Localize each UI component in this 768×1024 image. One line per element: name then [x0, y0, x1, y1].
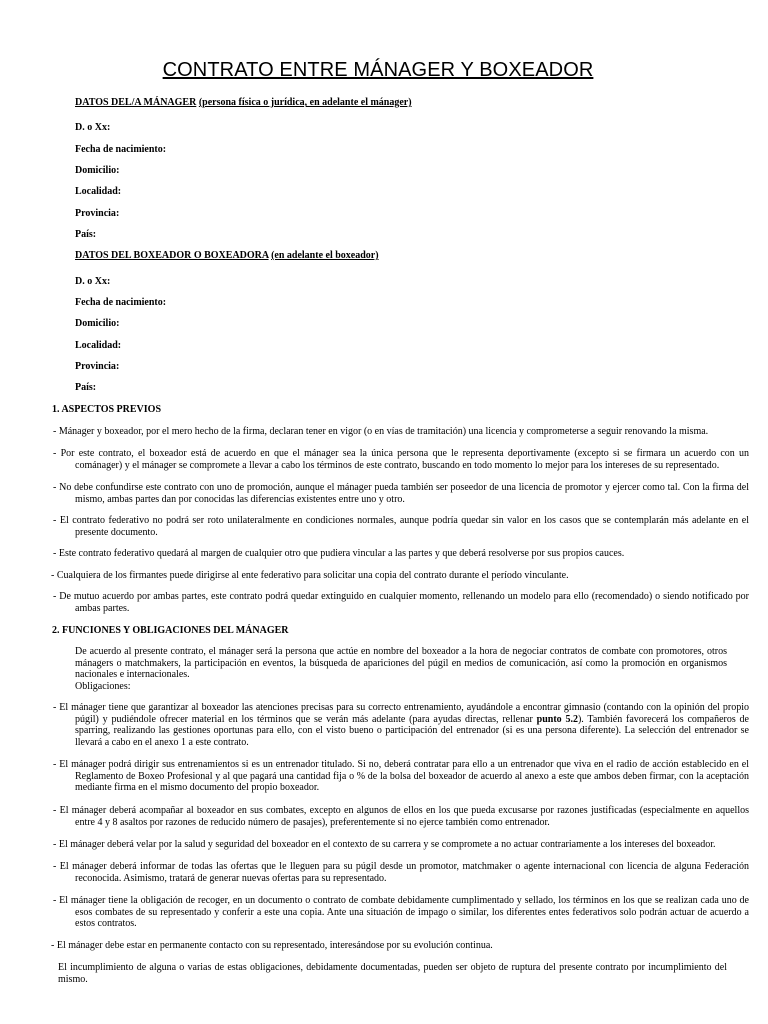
manager-field-province: Provincia: [75, 208, 120, 219]
boxer-field-province: Provincia: [75, 361, 120, 372]
section-1-item-2: - Por este contrato, el boxeador está de acuerdo en que el mánager sea la única persona que le representa deportivamente (excepto si se firmara un acuerdo con un cománager) y el mánager se compromete a llevar a cabo los términos de este contrato, buscando en todo momento lo mejor para los intereses de su representado. [53, 448, 749, 471]
document-title: CONTRATO ENTRE MÁNAGER Y BOXEADOR [162, 59, 594, 81]
section-2-item-4: - El mánager deberá velar por la salud y seguridad del boxeador en el contexto de su carrera y se compromete a no actuar contrariamente a los intereses del boxeador. [53, 839, 716, 850]
section-1-item-6: - Cualquiera de los firmantes puede dirigirse al ente federativo para solicitar una copia del contrato durante el período vinculante. [51, 570, 569, 581]
section-2-intro: De acuerdo al presente contrato, el mánager será la persona que actúe en nombre del boxeador a la hora de negociar contratos de combate con promotores, otros mánagers o matchmakers, la participación en eventos, la búsqueda de apariciones del púgil en medios de comunicación, así como la promoción en organismos nacionales e internacionales. [75, 646, 727, 681]
manager-header-paren: (persona física o jurídica, en adelante el mánager) [198, 97, 412, 108]
section-2-item-7: - El mánager debe estar en permanente contacto con su representado, interesándose por su evolución continua. [51, 940, 493, 951]
boxer-field-name: D. o Xx: [75, 276, 111, 287]
manager-field-locality: Localidad: [75, 186, 122, 197]
section-2-closing: El incumplimiento de alguna o varias de estas obligaciones, debidamente documentadas, pueden ser objeto de ruptura del presente contrato por incumplimiento del mismo. [58, 962, 727, 985]
boxer-header-main: DATOS DEL BOXEADOR O BOXEADORA [75, 250, 269, 261]
manager-data-header [75, 97, 412, 109]
section-2-item-5: - El mánager deberá informar de todas las ofertas que le lleguen para su púgil desde un promotor, matchmaker o agente internacional con licencia de alguna Federación reconocida. Asimismo, tratará de generar nuevas ofertas para su representado. [53, 861, 749, 884]
boxer-field-country: País: [75, 382, 97, 393]
section-1-item-3: - No debe confundirse este contrato con uno de promoción, aunque el mánager pueda también ser poseedor de una licencia de promotor y ejercer como tal. Con la firma del mismo, ambas partes dan por conocidas las diferencias existentes entre uno y otro. [53, 482, 749, 505]
manager-field-birthdate: Fecha de nacimiento: [75, 144, 167, 155]
section-2-item-3: - El mánager deberá acompañar al boxeador en sus combates, excepto en algunos de ellos en los que pueda excusarse por razones justificadas (especialmente en aquellos entre 4 y 8 asaltos por razones de reducido número de pasajes), preferentemente si no ejerce también como entrenador. [53, 805, 749, 828]
boxer-data-header [75, 250, 379, 262]
obligations-label: Obligaciones: [75, 681, 131, 692]
manager-header-main: DATOS DEL/A MÁNAGER [75, 97, 197, 108]
section-1-item-5: - Este contrato federativo quedará al margen de cualquier otro que pudiera vincular a las partes y que deberá resolverse por sus propios cauces. [53, 548, 625, 559]
boxer-header-paren: (en adelante el boxeador) [271, 250, 379, 261]
section-1-item-1: - Mánager y boxeador, por el mero hecho de la firma, declaran tener en vigor (o en vías de tramitación) una licencia y comprometerse a seguir renovando la misma. [53, 426, 709, 437]
section-2-item-1: - El mánager tiene que garantizar al boxeador las atenciones precisas para su correcto entrenamiento, ayudándole a encontrar gimnasio (contando con la opinión del propio púgil) y pudiéndole ofrecer material en los términos que se verán más adelante (para ayudas directas, rellenar punto 5.2). También favorecerá los compañeros de sparring, realizando las gestiones oportunas para ello, con el visto bueno o participación del entrenador (si es una persona diferente). La selección del entrenador se llevará a cabo en el anexo 1 a este contrato. [53, 702, 749, 748]
section-2-heading: 2. FUNCIONES Y OBLIGACIONES DEL MÁNAGER [52, 625, 289, 636]
boxer-field-locality: Localidad: [75, 340, 122, 351]
section-2-item-6: - El mánager tiene la obligación de recoger, en un documento o contrato de combate debidamente cumplimentado y sellado, los términos en los que se realizan cada uno de esos combates de su representado y conferir a este una copia. Ante una situación de impago o similar, los diferentes entes federativos solo podrán actuar de acuerdo a estos contratos. [53, 895, 749, 930]
manager-field-name: D. o Xx: [75, 122, 111, 133]
boxer-field-birthdate: Fecha de nacimiento: [75, 297, 167, 308]
section-1-heading: 1. ASPECTOS PREVIOS [52, 404, 162, 415]
section-1-item-4: - El contrato federativo no podrá ser roto unilateralmente en condiciones normales, aunque podría quedar sin valor en los casos que se contemplarán más adelante en el presente documento. [53, 515, 749, 538]
manager-field-address: Domicilio: [75, 165, 120, 176]
manager-field-country: País: [75, 229, 97, 240]
section-1-item-7: - De mutuo acuerdo por ambas partes, este contrato podrá quedar extinguido en cualquier momento, rellenando un modelo para ello (recomendado) o siendo notificado por ambas partes. [53, 591, 749, 614]
boxer-field-address: Domicilio: [75, 318, 120, 329]
section-2-item-2: - El mánager podrá dirigir sus entrenamientos si es un entrenador titulado. Si no, deberá contratar para ello a un entrenador que viva en el radio de acción establecido en el Reglamento de Boxeo Profesional y al que pagará una cantidad fija o % de la bolsa del boxeador de acuerdo al anexo a este que ambos deben firmar, con la aceptación mediante firma en el mismo documento del propio boxeador. [53, 759, 749, 794]
